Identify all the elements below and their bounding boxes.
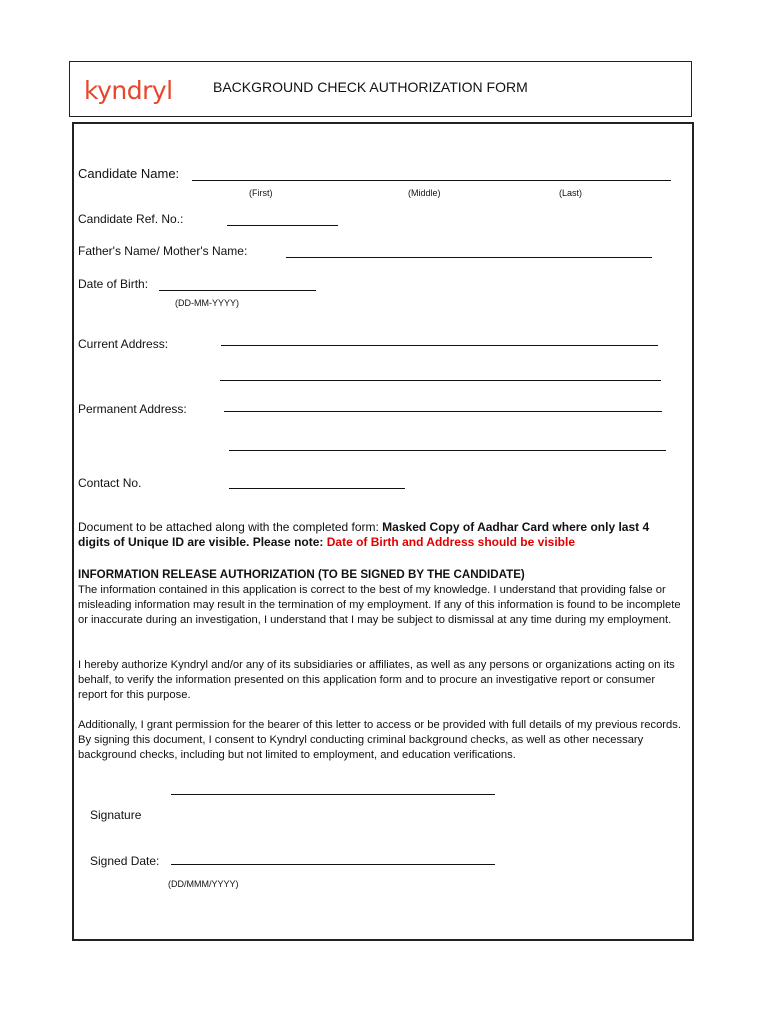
- current-address-line-2[interactable]: [220, 380, 661, 381]
- middle-name-hint: (Middle): [408, 188, 441, 198]
- attachment-note-warning: Date of Birth and Address should be visible: [326, 535, 575, 549]
- signed-date-hint: (DD/MMM/YYYY): [168, 879, 239, 889]
- form-header: [69, 61, 692, 117]
- kyndryl-logo: kyndryl: [84, 76, 173, 105]
- candidate-ref-field[interactable]: [227, 225, 338, 226]
- contact-label: Contact No.: [78, 476, 142, 490]
- candidate-name-label: Candidate Name:: [78, 166, 180, 181]
- release-paragraph-1: The information contained in this application is correct to the best of my knowledge. I understand that providing false or misleading information may result in the termination of my employment. If any of this information is found to be incomplete or inaccurate during an investigation, I understand that I may be subject to dismissal at any time during my employment.: [78, 584, 681, 626]
- dob-label: Date of Birth:: [78, 277, 149, 291]
- attachment-note-lead: Document to be attached along with the completed form:: [78, 520, 383, 534]
- current-address-line-1[interactable]: [221, 345, 658, 346]
- form-body: [72, 122, 694, 941]
- candidate-ref-label: Candidate Ref. No.:: [78, 212, 184, 226]
- permanent-address-label: Permanent Address:: [78, 402, 187, 416]
- last-name-hint: (Last): [559, 188, 583, 198]
- signed-date-field[interactable]: [171, 864, 495, 865]
- parent-name-label: Father's Name/ Mother's Name:: [78, 244, 248, 258]
- signed-date-label: Signed Date:: [90, 854, 160, 868]
- release-heading: INFORMATION RELEASE AUTHORIZATION (TO BE SIGNED BY THE CANDIDATE): [78, 568, 525, 581]
- dob-field[interactable]: [159, 290, 316, 291]
- first-name-hint: (First): [249, 188, 273, 198]
- dob-hint: (DD-MM-YYYY): [175, 298, 239, 308]
- candidate-name-field[interactable]: [192, 180, 671, 181]
- parent-name-field[interactable]: [286, 257, 652, 258]
- attachment-note-bold: Masked Copy of Aadhar Card where only last 4 digits of Unique ID are visible. Please note:: [78, 520, 650, 549]
- release-paragraph-2: I hereby authorize Kyndryl and/or any of its subsidiaries or affiliates, as well as any persons or organizations acting on its behalf, to verify the information presented on this application form and to procure an investigative report or consumer report for this purpose.: [78, 659, 675, 701]
- form-title: BACKGROUND CHECK AUTHORIZATION FORM: [213, 79, 528, 95]
- permanent-address-line-1[interactable]: [224, 411, 662, 412]
- permanent-address-line-2[interactable]: [229, 450, 666, 451]
- contact-field[interactable]: [229, 488, 405, 489]
- signature-label: Signature: [90, 808, 142, 822]
- signature-field[interactable]: [171, 794, 495, 795]
- current-address-label: Current Address:: [78, 337, 169, 351]
- release-paragraph-3: Additionally, I grant permission for the bearer of this letter to access or be provided with full details of my previous records. By signing this document, I consent to Kyndryl conducting criminal background checks, as well as other necessary background checks, including but not limited to employment, and education verifications.: [78, 719, 681, 761]
- attachment-note: [78, 520, 682, 550]
